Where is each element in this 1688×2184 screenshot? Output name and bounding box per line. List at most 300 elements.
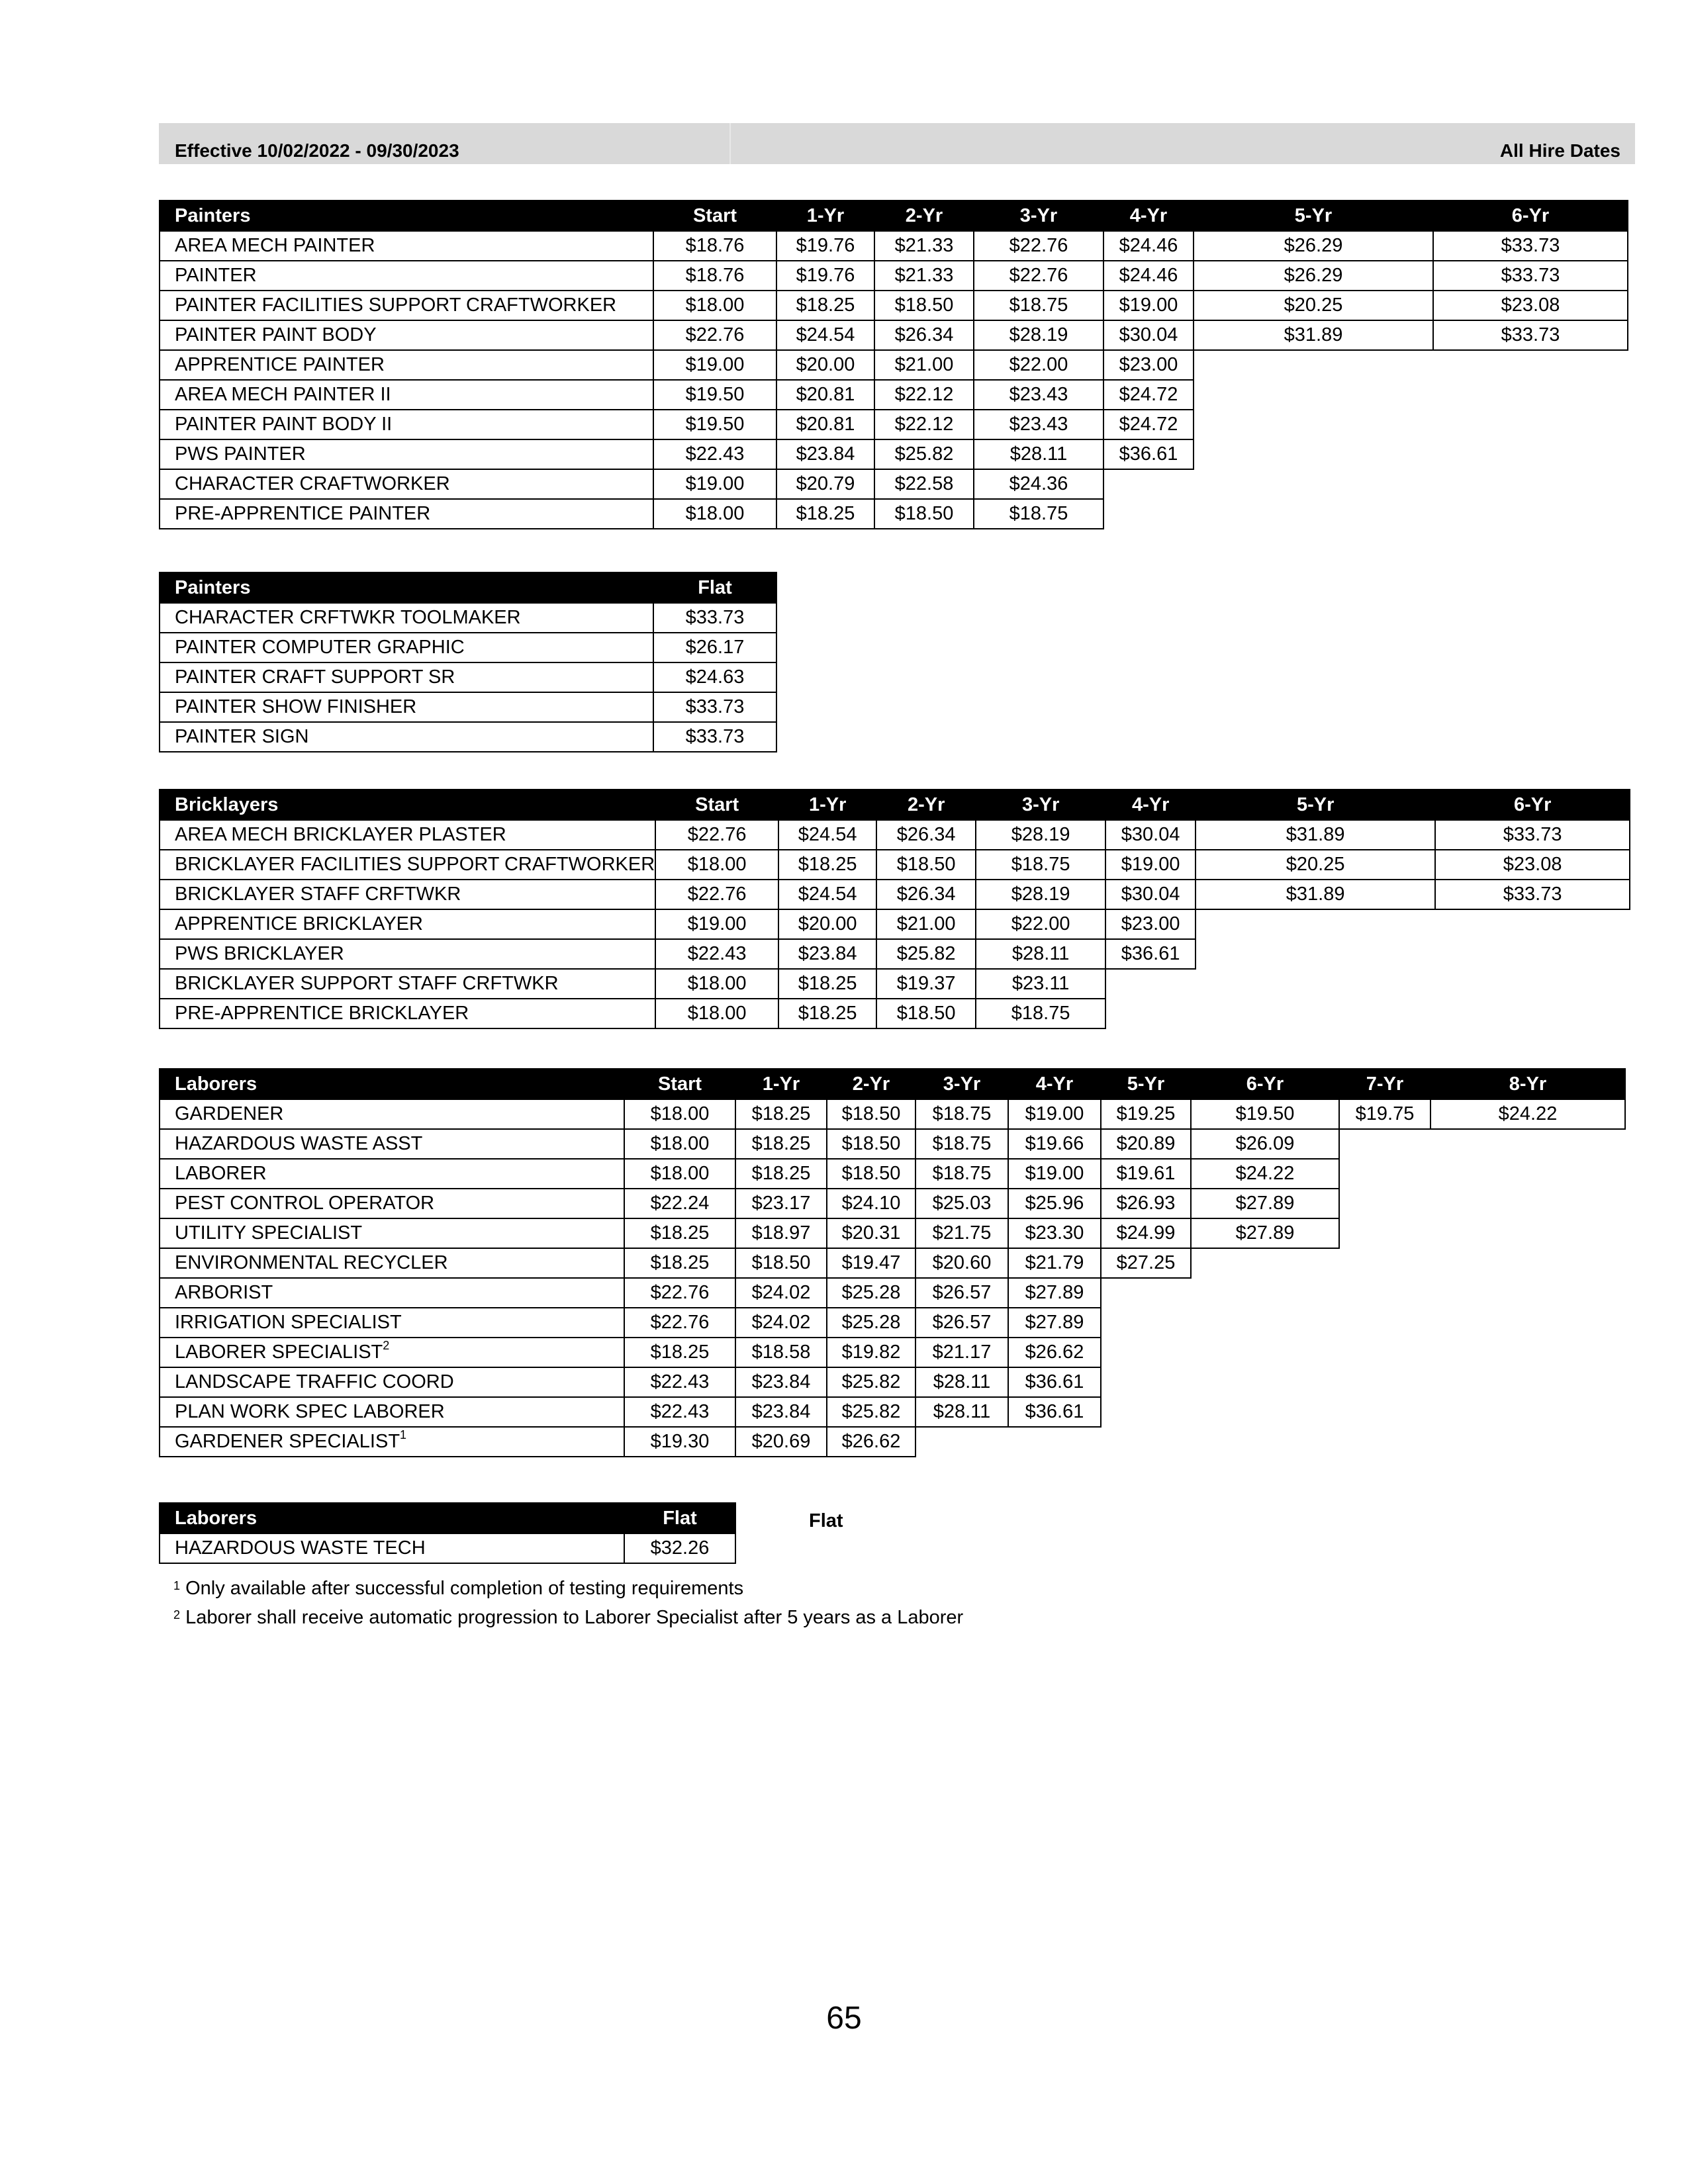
job-title-cell: UTILITY SPECIALIST <box>160 1218 624 1248</box>
page-number: 65 <box>826 2001 862 2036</box>
table-row <box>160 820 1630 850</box>
wage-cell: $18.97 <box>735 1218 827 1248</box>
wage-cell: $25.82 <box>827 1397 915 1427</box>
wage-cell: $28.11 <box>974 439 1103 469</box>
table-row <box>160 1308 1625 1338</box>
table-row <box>160 1248 1625 1278</box>
wage-cell: $26.09 <box>1191 1129 1339 1159</box>
job-title-cell: HAZARDOUS WASTE TECH <box>160 1533 624 1563</box>
job-title-cell: LABORER SPECIALIST$^2$ <box>160 1338 624 1367</box>
wage-cell: $18.50 <box>735 1248 827 1278</box>
wage-cell: $36.61 <box>1103 439 1194 469</box>
job-title-cell: GARDENER SPECIALIST$^1$ <box>160 1427 624 1457</box>
empty-cell <box>1194 439 1433 469</box>
column-header: 2-Yr <box>827 1069 915 1099</box>
wage-cell: $18.50 <box>827 1159 915 1189</box>
wage-cell: $33.73 <box>653 692 776 722</box>
wage-cell: $27.25 <box>1101 1248 1191 1278</box>
wage-cell: $18.25 <box>735 1099 827 1129</box>
wage-cell: $24.54 <box>778 880 876 909</box>
job-title-cell: HAZARDOUS WASTE ASST <box>160 1129 624 1159</box>
wage-cell: $26.34 <box>874 320 974 350</box>
job-title-cell: PAINTER SHOW FINISHER <box>160 692 653 722</box>
wage-cell: $18.76 <box>653 231 776 261</box>
flat-side-label: Flat <box>809 1510 843 1531</box>
banner-divider <box>729 123 731 164</box>
table-row <box>160 909 1630 939</box>
wage-cell: $21.00 <box>876 909 976 939</box>
wage-cell: $19.25 <box>1101 1099 1191 1129</box>
empty-cell <box>1430 1129 1625 1159</box>
table-row <box>160 1338 1625 1367</box>
wage-cell: $33.73 <box>1433 231 1628 261</box>
wage-cell: $26.62 <box>827 1427 915 1457</box>
wage-cell: $19.76 <box>776 261 874 291</box>
wage-cell: $19.00 <box>1103 291 1194 320</box>
wage-cell: $19.00 <box>1008 1159 1101 1189</box>
column-header: 4-Yr <box>1008 1069 1101 1099</box>
header-row <box>160 201 1628 231</box>
empty-cell <box>1339 1189 1430 1218</box>
column-header: 1-Yr <box>778 790 876 820</box>
wage-cell: $23.84 <box>778 939 876 969</box>
wage-cell: $19.00 <box>655 909 778 939</box>
wage-cell: $18.00 <box>653 499 776 529</box>
table-row <box>160 1218 1625 1248</box>
column-header: Start <box>653 201 776 231</box>
empty-cell <box>1103 469 1194 499</box>
wage-cell: $19.50 <box>653 410 776 439</box>
empty-cell <box>1339 1308 1430 1338</box>
job-title-cell: PWS PAINTER <box>160 439 653 469</box>
wage-cell: $26.57 <box>915 1278 1008 1308</box>
empty-cell <box>1430 1218 1625 1248</box>
wage-cell: $20.79 <box>776 469 874 499</box>
empty-cell <box>1433 380 1628 410</box>
wage-cell: $27.89 <box>1008 1308 1101 1338</box>
wage-cell: $28.11 <box>915 1397 1008 1427</box>
wage-cell: $18.25 <box>778 969 876 999</box>
job-title-cell: PWS BRICKLAYER <box>160 939 655 969</box>
empty-cell <box>1191 1308 1339 1338</box>
table-row <box>160 350 1628 380</box>
header-row <box>160 572 776 603</box>
wage-cell: $18.25 <box>624 1338 735 1367</box>
job-title-cell: IRRIGATION SPECIALIST <box>160 1308 624 1338</box>
wage-cell: $24.36 <box>974 469 1103 499</box>
wage-cell: $20.25 <box>1194 291 1433 320</box>
wage-cell: $33.73 <box>1435 820 1630 850</box>
wage-cell: $26.62 <box>1008 1338 1101 1367</box>
column-header: Start <box>655 790 778 820</box>
wage-cell: $18.50 <box>874 291 974 320</box>
wage-cell: $18.25 <box>778 999 876 1028</box>
wage-cell: $25.96 <box>1008 1189 1101 1218</box>
wage-cell: $24.63 <box>653 662 776 692</box>
wage-cell: $23.84 <box>776 439 874 469</box>
wage-cell: $21.75 <box>915 1218 1008 1248</box>
table-row <box>160 692 776 722</box>
wage-cell: $18.25 <box>776 291 874 320</box>
table-row <box>160 603 776 633</box>
wage-cell: $23.11 <box>976 969 1105 999</box>
wage-cell: $18.75 <box>976 999 1105 1028</box>
empty-cell <box>1194 380 1433 410</box>
empty-cell <box>1101 1397 1191 1427</box>
wage-cell: $24.72 <box>1103 380 1194 410</box>
empty-cell <box>1339 1338 1430 1367</box>
wage-cell: $33.73 <box>653 603 776 633</box>
table-row <box>160 1427 1625 1457</box>
bricklayers-table <box>159 789 1630 1029</box>
wage-cell: $18.75 <box>974 499 1103 529</box>
empty-cell <box>1339 1129 1430 1159</box>
wage-cell: $18.00 <box>653 291 776 320</box>
job-title-cell: PRE-APPRENTICE BRICKLAYER <box>160 999 655 1028</box>
job-title-cell: AREA MECH BRICKLAYER PLASTER <box>160 820 655 850</box>
hire-dates-label: All Hire Dates <box>1499 140 1620 161</box>
table-row <box>160 1397 1625 1427</box>
job-title-cell: BRICKLAYER STAFF CRFTWKR <box>160 880 655 909</box>
job-title-cell: PAINTER SIGN <box>160 722 653 752</box>
column-header: 5-Yr <box>1194 201 1433 231</box>
column-header: Painters <box>160 572 653 603</box>
wage-cell: $31.89 <box>1194 320 1433 350</box>
wage-cell: $22.76 <box>655 880 778 909</box>
wage-cell: $22.76 <box>974 231 1103 261</box>
empty-cell <box>1339 1248 1430 1278</box>
wage-cell: $25.82 <box>874 439 974 469</box>
job-title-cell: BRICKLAYER FACILITIES SUPPORT CRAFTWORKER <box>160 850 655 880</box>
wage-cell: $23.00 <box>1105 909 1196 939</box>
job-title-cell: PAINTER PAINT BODY <box>160 320 653 350</box>
wage-cell: $18.76 <box>653 261 776 291</box>
wage-cell: $18.25 <box>624 1218 735 1248</box>
wage-cell: $22.12 <box>874 410 974 439</box>
wage-cell: $25.82 <box>827 1367 915 1397</box>
table-row <box>160 231 1628 261</box>
wage-cell: $22.43 <box>653 439 776 469</box>
wage-cell: $21.00 <box>874 350 974 380</box>
wage-cell: $24.02 <box>735 1278 827 1308</box>
table-row <box>160 1099 1625 1129</box>
wage-cell: $33.73 <box>653 722 776 752</box>
job-title-cell: PAINTER <box>160 261 653 291</box>
effective-dates: Effective 10/02/2022 - 09/30/2023 <box>175 140 459 161</box>
wage-cell: $18.00 <box>624 1099 735 1129</box>
table-row <box>160 439 1628 469</box>
wage-cell: $30.04 <box>1105 820 1196 850</box>
wage-cell: $30.04 <box>1105 880 1196 909</box>
job-title-cell: ARBORIST <box>160 1278 624 1308</box>
wage-cell: $20.00 <box>778 909 876 939</box>
wage-cell: $18.00 <box>655 999 778 1028</box>
wage-cell: $36.61 <box>1008 1367 1101 1397</box>
empty-cell <box>1435 969 1630 999</box>
column-header: 5-Yr <box>1196 790 1435 820</box>
job-title-cell: ENVIRONMENTAL RECYCLER <box>160 1248 624 1278</box>
empty-cell <box>1191 1278 1339 1308</box>
empty-cell <box>1339 1278 1430 1308</box>
header-row <box>160 1069 1625 1099</box>
job-title-cell: CHARACTER CRFTWKR TOOLMAKER <box>160 603 653 633</box>
wage-cell: $20.31 <box>827 1218 915 1248</box>
table-row <box>160 380 1628 410</box>
empty-cell <box>1435 999 1630 1028</box>
wage-cell: $36.61 <box>1008 1397 1101 1427</box>
wage-cell: $22.76 <box>653 320 776 350</box>
header-row <box>160 790 1630 820</box>
empty-cell <box>1101 1308 1191 1338</box>
column-header: 7-Yr <box>1339 1069 1430 1099</box>
job-title-cell: LANDSCAPE TRAFFIC COORD <box>160 1367 624 1397</box>
wage-cell: $18.50 <box>827 1099 915 1129</box>
wage-cell: $23.43 <box>974 380 1103 410</box>
wage-cell: $21.79 <box>1008 1248 1101 1278</box>
wage-cell: $21.33 <box>874 261 974 291</box>
empty-cell <box>1191 1397 1339 1427</box>
footnote-mark: 1 <box>400 1428 407 1441</box>
wage-cell: $27.89 <box>1008 1278 1101 1308</box>
table-row <box>160 1189 1625 1218</box>
wage-cell: $22.58 <box>874 469 974 499</box>
column-header: 2-Yr <box>876 790 976 820</box>
wage-cell: $26.34 <box>876 820 976 850</box>
table-row <box>160 1367 1625 1397</box>
table-row <box>160 939 1630 969</box>
table-row <box>160 1533 735 1563</box>
empty-cell <box>1339 1427 1430 1457</box>
wage-cell: $22.12 <box>874 380 974 410</box>
job-title-cell: CHARACTER CRAFTWORKER <box>160 469 653 499</box>
wage-cell: $33.73 <box>1433 261 1628 291</box>
footnote-1: $^1$ Only available after successful completion of testing requirements <box>173 1578 744 1599</box>
laborers-table <box>159 1068 1626 1457</box>
wage-cell: $19.00 <box>1008 1099 1101 1129</box>
empty-cell <box>1433 469 1628 499</box>
wage-cell: $31.89 <box>1196 820 1435 850</box>
job-title-cell: BRICKLAYER SUPPORT STAFF CRFTWKR <box>160 969 655 999</box>
empty-cell <box>1435 909 1630 939</box>
wage-cell: $22.24 <box>624 1189 735 1218</box>
table-row <box>160 969 1630 999</box>
wage-cell: $18.25 <box>735 1159 827 1189</box>
empty-cell <box>1339 1159 1430 1189</box>
table-row <box>160 320 1628 350</box>
wage-cell: $23.08 <box>1435 850 1630 880</box>
empty-cell <box>1105 999 1196 1028</box>
table-row <box>160 662 776 692</box>
wage-cell: $18.75 <box>915 1099 1008 1129</box>
empty-cell <box>1433 439 1628 469</box>
wage-cell: $23.17 <box>735 1189 827 1218</box>
wage-cell: $20.60 <box>915 1248 1008 1278</box>
table-row <box>160 1278 1625 1308</box>
column-header: Laborers <box>160 1503 624 1533</box>
wage-cell: $28.11 <box>915 1367 1008 1397</box>
column-header: 5-Yr <box>1101 1069 1191 1099</box>
wage-cell: $19.00 <box>1105 850 1196 880</box>
empty-cell <box>1196 969 1435 999</box>
empty-cell <box>1101 1278 1191 1308</box>
wage-cell: $22.00 <box>976 909 1105 939</box>
wage-cell: $22.76 <box>655 820 778 850</box>
wage-cell: $23.84 <box>735 1397 827 1427</box>
empty-cell <box>1430 1338 1625 1367</box>
wage-cell: $22.76 <box>974 261 1103 291</box>
table-row <box>160 410 1628 439</box>
wage-cell: $18.75 <box>915 1159 1008 1189</box>
empty-cell <box>1339 1218 1430 1248</box>
column-header: 1-Yr <box>735 1069 827 1099</box>
wage-cell: $22.76 <box>624 1278 735 1308</box>
wage-cell: $19.61 <box>1101 1159 1191 1189</box>
wage-cell: $19.30 <box>624 1427 735 1457</box>
wage-cell: $19.00 <box>653 350 776 380</box>
empty-cell <box>1430 1159 1625 1189</box>
wage-cell: $20.00 <box>776 350 874 380</box>
wage-cell: $26.57 <box>915 1308 1008 1338</box>
wage-cell: $18.00 <box>624 1129 735 1159</box>
table-row <box>160 469 1628 499</box>
wage-cell: $18.50 <box>874 499 974 529</box>
wage-cell: $18.50 <box>876 999 976 1028</box>
wage-cell: $22.43 <box>624 1397 735 1427</box>
column-header: Start <box>624 1069 735 1099</box>
job-title-cell: AREA MECH PAINTER II <box>160 380 653 410</box>
table-row <box>160 850 1630 880</box>
wage-cell: $31.89 <box>1196 880 1435 909</box>
table-row <box>160 999 1630 1028</box>
wage-cell: $18.50 <box>827 1129 915 1159</box>
column-header: Bricklayers <box>160 790 655 820</box>
empty-cell <box>1101 1338 1191 1367</box>
job-title-cell: PAINTER FACILITIES SUPPORT CRAFTWORKER <box>160 291 653 320</box>
empty-cell <box>1191 1338 1339 1367</box>
wage-cell: $18.58 <box>735 1338 827 1367</box>
column-header: 1-Yr <box>776 201 874 231</box>
column-header: 6-Yr <box>1191 1069 1339 1099</box>
wage-cell: $18.75 <box>976 850 1105 880</box>
job-title-cell: PRE-APPRENTICE PAINTER <box>160 499 653 529</box>
wage-cell: $22.76 <box>624 1308 735 1338</box>
wage-cell: $19.82 <box>827 1338 915 1367</box>
wage-cell: $22.43 <box>624 1367 735 1397</box>
wage-cell: $26.93 <box>1101 1189 1191 1218</box>
wage-cell: $23.08 <box>1433 291 1628 320</box>
wage-cell: $33.73 <box>1435 880 1630 909</box>
wage-cell: $19.50 <box>1191 1099 1339 1129</box>
wage-cell: $25.28 <box>827 1308 915 1338</box>
job-title-cell: PAINTER PAINT BODY II <box>160 410 653 439</box>
column-header: 8-Yr <box>1430 1069 1625 1099</box>
wage-cell: $28.19 <box>976 880 1105 909</box>
wage-cell: $21.33 <box>874 231 974 261</box>
wage-cell: $18.25 <box>624 1248 735 1278</box>
effective-banner <box>159 123 1635 164</box>
wage-cell: $23.00 <box>1103 350 1194 380</box>
empty-cell <box>1191 1248 1339 1278</box>
empty-cell <box>1430 1397 1625 1427</box>
empty-cell <box>1191 1427 1339 1457</box>
wage-cell: $24.46 <box>1103 231 1194 261</box>
empty-cell <box>1194 499 1433 529</box>
empty-cell <box>1430 1308 1625 1338</box>
column-header: 3-Yr <box>976 790 1105 820</box>
wage-cell: $22.43 <box>655 939 778 969</box>
empty-cell <box>1196 939 1435 969</box>
wage-cell: $20.69 <box>735 1427 827 1457</box>
wage-cell: $19.66 <box>1008 1129 1101 1159</box>
job-title-cell: PEST CONTROL OPERATOR <box>160 1189 624 1218</box>
job-title-cell: GARDENER <box>160 1099 624 1129</box>
wage-cell: $24.22 <box>1191 1159 1339 1189</box>
wage-cell: $25.28 <box>827 1278 915 1308</box>
job-title-cell: PAINTER COMPUTER GRAPHIC <box>160 633 653 662</box>
column-header: Laborers <box>160 1069 624 1099</box>
wage-cell: $36.61 <box>1105 939 1196 969</box>
empty-cell <box>1103 499 1194 529</box>
footnotes <box>173 1574 963 1632</box>
wage-cell: $19.47 <box>827 1248 915 1278</box>
wage-cell: $32.26 <box>624 1533 735 1563</box>
column-header: 6-Yr <box>1433 201 1628 231</box>
empty-cell <box>1101 1427 1191 1457</box>
column-header: 2-Yr <box>874 201 974 231</box>
empty-cell <box>1430 1367 1625 1397</box>
wage-cell: $33.73 <box>1433 320 1628 350</box>
wage-cell: $28.11 <box>976 939 1105 969</box>
table-row <box>160 291 1628 320</box>
painters-flat-table <box>159 572 777 752</box>
empty-cell <box>1101 1367 1191 1397</box>
wage-cell: $20.89 <box>1101 1129 1191 1159</box>
wage-cell: $25.03 <box>915 1189 1008 1218</box>
column-header: 6-Yr <box>1435 790 1630 820</box>
wage-cell: $18.25 <box>778 850 876 880</box>
wage-cell: $26.17 <box>653 633 776 662</box>
column-header: 3-Yr <box>915 1069 1008 1099</box>
table-row <box>160 633 776 662</box>
wage-cell: $18.25 <box>776 499 874 529</box>
empty-cell <box>1430 1189 1625 1218</box>
footnote-mark: 2 <box>383 1339 390 1352</box>
empty-cell <box>1339 1397 1430 1427</box>
empty-cell <box>1339 1367 1430 1397</box>
wage-cell: $24.99 <box>1101 1218 1191 1248</box>
header-row <box>160 1503 735 1533</box>
empty-cell <box>1105 969 1196 999</box>
wage-cell: $18.00 <box>624 1159 735 1189</box>
empty-cell <box>1194 410 1433 439</box>
column-header: 4-Yr <box>1105 790 1196 820</box>
job-title-cell: AREA MECH PAINTER <box>160 231 653 261</box>
table-row <box>160 880 1630 909</box>
wage-cell: $24.02 <box>735 1308 827 1338</box>
wage-cell: $24.46 <box>1103 261 1194 291</box>
column-header: Flat <box>653 572 776 603</box>
wage-cell: $18.00 <box>655 969 778 999</box>
empty-cell <box>1433 410 1628 439</box>
wage-cell: $27.89 <box>1191 1189 1339 1218</box>
wage-cell: $20.81 <box>776 410 874 439</box>
wage-cell: $26.29 <box>1194 231 1433 261</box>
job-title-cell: PAINTER CRAFT SUPPORT SR <box>160 662 653 692</box>
wage-cell: $20.25 <box>1196 850 1435 880</box>
wage-cell: $24.22 <box>1430 1099 1625 1129</box>
empty-cell <box>1194 469 1433 499</box>
wage-cell: $23.43 <box>974 410 1103 439</box>
